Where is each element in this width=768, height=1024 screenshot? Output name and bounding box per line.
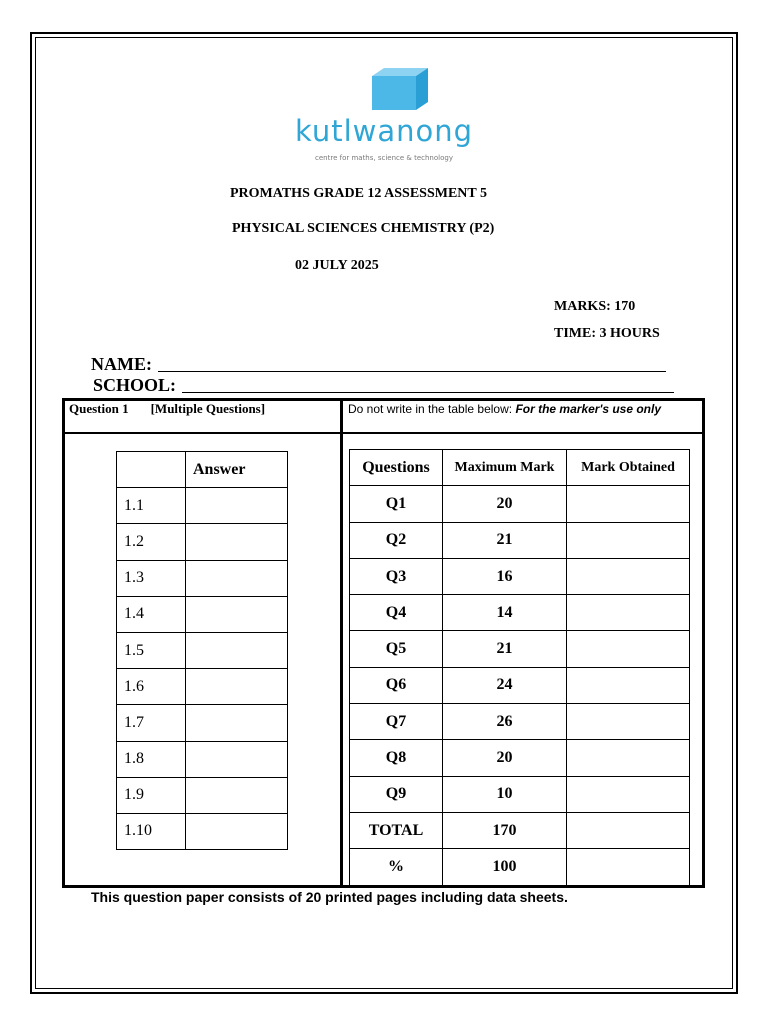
max-mark: 20: [443, 486, 567, 522]
marks-total-row: [350, 812, 690, 848]
cube-logo-icon: [366, 66, 430, 112]
question-number: 1.7: [117, 705, 186, 741]
mark-obtained-cell[interactable]: [567, 631, 690, 667]
question-label: Q7: [350, 704, 443, 740]
answer-row: [117, 560, 288, 596]
question-number: 1.10: [117, 813, 186, 849]
answer-row: [117, 524, 288, 560]
marks-row: [350, 558, 690, 594]
column-divider: [340, 398, 343, 888]
mark-obtained-cell[interactable]: [567, 595, 690, 631]
marks-row: [350, 631, 690, 667]
answer-row: [117, 488, 288, 524]
mark-obtained-cell[interactable]: [567, 704, 690, 740]
marks-row: [350, 776, 690, 812]
answer-table: [116, 451, 288, 850]
brand-tagline: centre for maths, science & technology: [315, 154, 453, 162]
questions-column-header: Questions: [350, 450, 443, 486]
question1-heading: [69, 401, 265, 417]
answer-cell[interactable]: [186, 669, 288, 705]
answer-cell[interactable]: [186, 524, 288, 560]
marks-row: [350, 740, 690, 776]
name-field[interactable]: [158, 371, 666, 372]
answer-row: [117, 813, 288, 849]
question-number: 1.3: [117, 560, 186, 596]
max-mark: 170: [443, 812, 567, 848]
answer-table-header: [117, 452, 288, 488]
mark-obtained-cell[interactable]: [567, 486, 690, 522]
answer-row: [117, 705, 288, 741]
answer-cell[interactable]: [186, 813, 288, 849]
question1-subtitle: [Multiple Questions]: [150, 401, 266, 416]
max-mark: 21: [443, 522, 567, 558]
max-mark: 100: [443, 849, 567, 885]
answer-row: [117, 741, 288, 777]
question-label: Q3: [350, 558, 443, 594]
max-mark: 26: [443, 704, 567, 740]
mark-obtained-cell[interactable]: [567, 522, 690, 558]
question-label: Q1: [350, 486, 443, 522]
answer-cell[interactable]: [186, 777, 288, 813]
school-label: SCHOOL:: [93, 375, 177, 395]
brand-name: kutlwanong: [294, 114, 474, 148]
answer-table-corner: [117, 452, 186, 488]
max-mark: 10: [443, 776, 567, 812]
max-mark: 20: [443, 740, 567, 776]
question-number: 1.2: [117, 524, 186, 560]
max-mark: 16: [443, 558, 567, 594]
exam-date: 02 JULY 2025: [295, 258, 379, 273]
question-label: Q8: [350, 740, 443, 776]
max-mark: 14: [443, 595, 567, 631]
answer-row: [117, 596, 288, 632]
question-number: 1.9: [117, 777, 186, 813]
question-label: Q4: [350, 595, 443, 631]
question-label: TOTAL: [350, 812, 443, 848]
answer-row: [117, 777, 288, 813]
question-number: 1.4: [117, 596, 186, 632]
marker-note: [348, 402, 661, 416]
marker-note-text: Do not write in the table below:: [348, 402, 516, 416]
question-label: Q2: [350, 522, 443, 558]
mark-obtained-cell[interactable]: [567, 812, 690, 848]
answer-cell[interactable]: [186, 705, 288, 741]
mark-obtained-cell[interactable]: [567, 740, 690, 776]
question-label: Q9: [350, 776, 443, 812]
time-label: TIME: 3 HOURS: [554, 326, 660, 341]
marker-note-italic: For the marker's use only: [515, 402, 662, 416]
mark-obtained-cell[interactable]: [567, 849, 690, 885]
question-number: 1.6: [117, 669, 186, 705]
answer-row: [117, 669, 288, 705]
marks-row: [350, 704, 690, 740]
answer-column-header: Answer: [186, 452, 288, 488]
marks-label: MARKS: 170: [554, 299, 636, 314]
question-number: 1.5: [117, 632, 186, 668]
question-label: %: [350, 849, 443, 885]
mark-obtained-cell[interactable]: [567, 667, 690, 703]
page-count-note: This question paper consists of 20 printed pages including data sheets.: [91, 889, 568, 905]
mark-obtained-column-header: Mark Obtained: [567, 450, 690, 486]
marks-row: [350, 522, 690, 558]
question1-title: Question 1: [69, 401, 129, 416]
mark-obtained-cell[interactable]: [567, 558, 690, 594]
mark-obtained-cell[interactable]: [567, 776, 690, 812]
marks-row: [350, 667, 690, 703]
marks-table: [349, 449, 690, 886]
assessment-title: PROMATHS GRADE 12 ASSESSMENT 5: [230, 186, 487, 201]
answer-cell[interactable]: [186, 632, 288, 668]
max-mark: 24: [443, 667, 567, 703]
question-number: 1.1: [117, 488, 186, 524]
answer-cell[interactable]: [186, 741, 288, 777]
marks-table-header: [350, 450, 690, 486]
marks-row: [350, 595, 690, 631]
max-mark-column-header: Maximum Mark: [443, 450, 567, 486]
answer-cell[interactable]: [186, 596, 288, 632]
subject-title: PHYSICAL SCIENCES CHEMISTRY (P2): [232, 221, 495, 236]
header-divider: [62, 432, 705, 434]
school-field[interactable]: [182, 392, 674, 393]
answer-cell[interactable]: [186, 488, 288, 524]
question-label: Q6: [350, 667, 443, 703]
marks-percent-row: [350, 849, 690, 885]
name-label: NAME:: [91, 354, 152, 374]
answer-cell[interactable]: [186, 560, 288, 596]
question-number: 1.8: [117, 741, 186, 777]
max-mark: 21: [443, 631, 567, 667]
answer-row: [117, 632, 288, 668]
question-label: Q5: [350, 631, 443, 667]
marks-row: [350, 486, 690, 522]
